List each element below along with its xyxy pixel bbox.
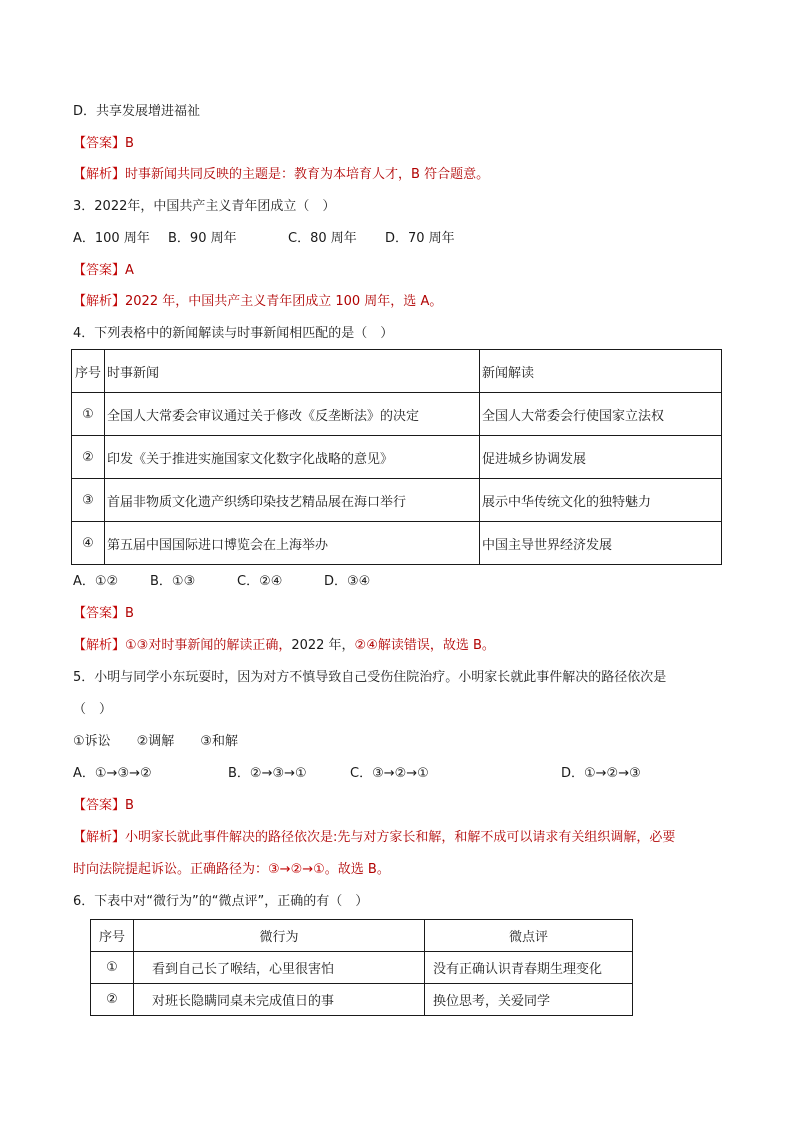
q5-options — [73, 764, 641, 784]
q5-question-line-2: （ ） — [73, 702, 113, 717]
analysis-text: 时向法院提起诉讼。正确路径为： — [73, 862, 269, 877]
q5-analysis-line-2 — [73, 860, 390, 880]
answer-tag: 【答案】 — [73, 606, 126, 621]
q5-analysis-line-1 — [73, 828, 675, 848]
table-cell: 展示中华传统文化的独特魅力 — [480, 479, 722, 522]
q4-option-d: D．③④ — [324, 574, 371, 589]
answer-tag: 【答案】 — [73, 136, 126, 151]
answer-value: A — [125, 263, 134, 278]
analysis-text: 2022 年， — [291, 638, 355, 653]
table-row — [91, 984, 633, 1016]
table-cell: 换位思考，关爱同学 — [425, 984, 633, 1016]
q3-answer-line — [73, 261, 134, 281]
header-cell: 微行为 — [134, 920, 425, 952]
q4-analysis-line — [73, 636, 495, 656]
table-cell: ② — [72, 436, 105, 479]
analysis-tag: 【解析】 — [73, 294, 126, 309]
analysis-tag: 【解析】 — [73, 830, 126, 845]
header-cell: 时事新闻 — [105, 350, 480, 393]
q4-answer-line — [73, 604, 134, 624]
table-cell: ① — [72, 393, 105, 436]
table-row — [72, 436, 722, 479]
q6-question: 6．下表中对“微行为”的“微点评”，正确的有（ ） — [73, 894, 369, 909]
header-cell: 序号 — [72, 350, 105, 393]
q3-options — [73, 229, 455, 249]
table-cell: 印发《关于推进实施国家文化数字化战略的意见》 — [105, 436, 480, 479]
q3-option-c: C．80 周年 — [288, 231, 357, 246]
table-cell: 看到自己长了喉结，心里很害怕 — [134, 952, 425, 984]
q4-question: 4．下列表格中的新闻解读与时事新闻相匹配的是（ ） — [73, 326, 394, 341]
q5-option-b: B．②→③→① — [228, 766, 307, 781]
header-cell: 新闻解读 — [480, 350, 722, 393]
table-cell: 全国人大常委会审议通过关于修改《反垄断法》的决定 — [105, 393, 480, 436]
table-row — [91, 952, 633, 984]
q3-option-d: D．70 周年 — [385, 231, 455, 246]
analysis-text: 小明家长就此事件解决的路径依次是:先与对方家长和解，和解不成可以请求有关组织调解，必要 — [125, 830, 676, 845]
answer-tag: 【答案】 — [73, 798, 126, 813]
header-cell: 序号 — [91, 920, 134, 952]
table-row — [72, 479, 722, 522]
analysis-text: 。故选 B。 — [324, 862, 390, 877]
table-cell: 中国主导世界经济发展 — [480, 522, 722, 565]
table-cell: 对班长隐瞒同桌未完成值日的事 — [134, 984, 425, 1016]
q6-behavior-table — [90, 919, 633, 1016]
q5-answer-line — [73, 796, 134, 816]
table-cell: 首届非物质文化遗产织绣印染技艺精品展在海口举行 — [105, 479, 480, 522]
analysis-text: ②④解读错误，故选 B。 — [354, 638, 495, 653]
table-header-row — [91, 920, 633, 952]
q2-analysis-line — [73, 165, 489, 185]
table-cell: ③ — [72, 479, 105, 522]
table-row — [72, 393, 722, 436]
header-cell: 微点评 — [425, 920, 633, 952]
answer-value: B — [125, 136, 134, 151]
table-cell: ④ — [72, 522, 105, 565]
q5-option-c: C．③→②→① — [350, 766, 429, 781]
table-cell: 没有正确认识青春期生理变化 — [425, 952, 633, 984]
answer-value: B — [125, 798, 134, 813]
table-cell: ① — [91, 952, 134, 984]
q5-option-a: A．①→③→② — [73, 766, 152, 781]
q4-news-table — [71, 349, 722, 565]
q4-option-a: A．①② — [73, 574, 119, 589]
answer-value: B — [125, 606, 134, 621]
q3-option-b: B．90 周年 — [168, 231, 237, 246]
analysis-tag: 【解析】 — [73, 167, 126, 182]
analysis-text: 时事新闻共同反映的主题是：教育为本培育人才，B 符合题意。 — [125, 167, 490, 182]
answer-tag: 【答案】 — [73, 263, 126, 278]
q2-option-d: D．共享发展增进福祉 — [73, 104, 201, 119]
q5-question-line-1: 5．小明与同学小东玩耍时，因为对方不慎导致自己受伤住院治疗。小明家长就此事件解决的路径依次是 — [73, 670, 667, 685]
q4-option-c: C．②④ — [237, 574, 283, 589]
analysis-tag: 【解析】 — [73, 638, 126, 653]
q5-option-d: D．①→②→③ — [561, 766, 641, 781]
q4-option-b: B．①③ — [150, 574, 196, 589]
analysis-text: ①③对时事新闻的解读正确， — [125, 638, 292, 653]
analysis-text: ③→②→① — [268, 862, 325, 877]
table-cell: 促进城乡协调发展 — [480, 436, 722, 479]
table-cell: 第五届中国国际进口博览会在上海举办 — [105, 522, 480, 565]
table-header-row — [72, 350, 722, 393]
q3-option-a: A．100 周年 — [73, 231, 150, 246]
q3-question: 3．2022年，中国共产主义青年团成立（ ） — [73, 199, 336, 214]
table-row — [72, 522, 722, 565]
q4-options — [73, 572, 370, 592]
q5-items: ①诉讼 ②调解 ③和解 — [73, 734, 238, 749]
q2-answer-line — [73, 134, 134, 154]
table-cell: ② — [91, 984, 134, 1016]
table-cell: 全国人大常委会行使国家立法权 — [480, 393, 722, 436]
q3-analysis-line — [73, 292, 442, 312]
analysis-text: 2022 年，中国共产主义青年团成立 100 周年，选 A。 — [125, 294, 443, 309]
